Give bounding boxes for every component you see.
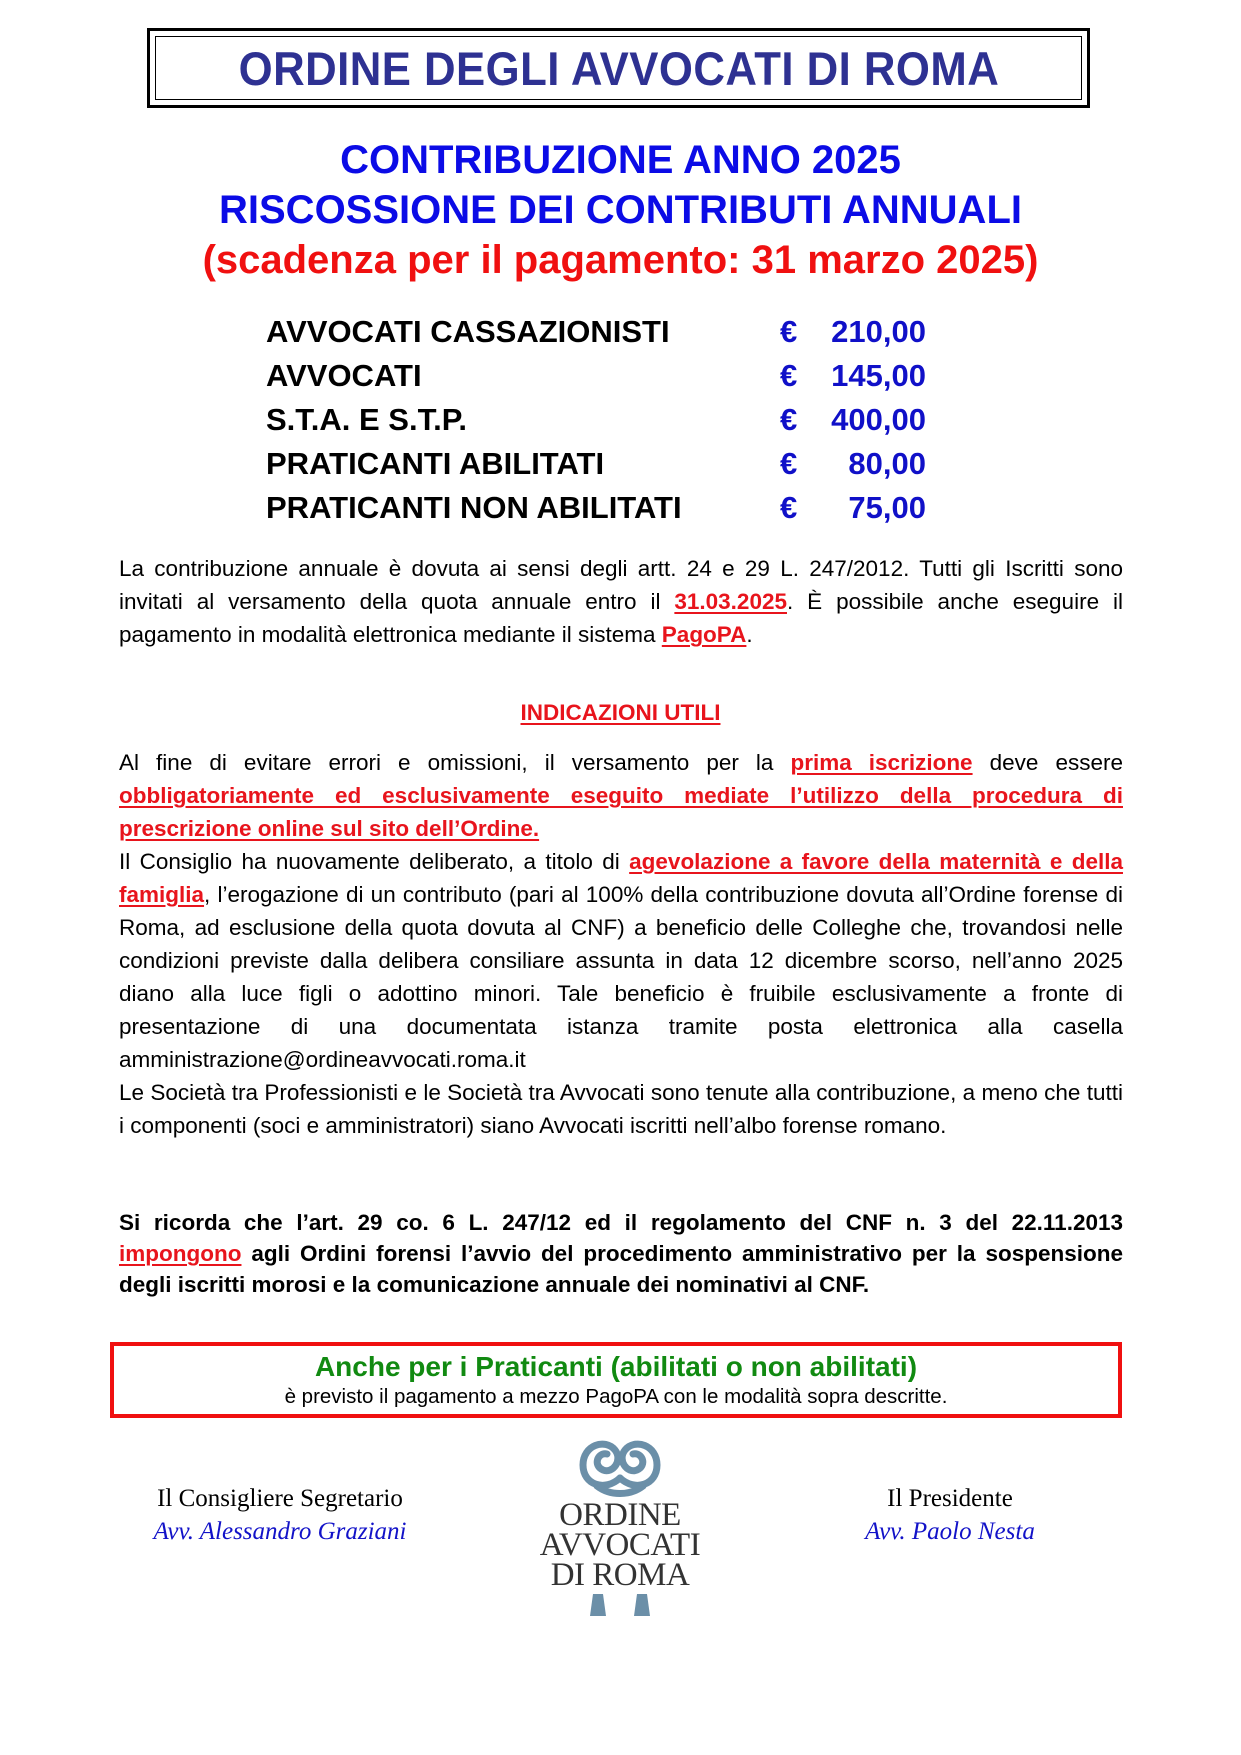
notice-subtitle: è previsto il pagamento a mezzo PagoPA con le modalità sopra descritte. (284, 1385, 948, 1408)
column-bases-icon (575, 1594, 665, 1616)
trainees-notice-box (110, 1342, 1122, 1418)
online-procedure-link[interactable]: obbligatoriamente ed esclusivamente eseguito mediate l’utilizzo della procedura di prescrizione online sul sito dell’Ordine. (119, 783, 1123, 841)
email-address[interactable]: amministrazione@ordineavvocati.roma.it (119, 1047, 526, 1072)
useful-info-title: INDICAZIONI UTILI (520, 700, 721, 725)
fee-label: AVVOCATI CASSAZIONISTI (266, 314, 670, 349)
paragraph-text: Il Consiglio ha nuovamente deliberato, a titolo di (119, 849, 630, 874)
heading-collection: RISCOSSIONE DEI CONTRIBUTI ANNUALI (219, 188, 1022, 232)
knot-emblem-icon (575, 1430, 665, 1500)
signature-name: Avv. Alessandro Graziani (153, 1518, 407, 1545)
pagopa-link[interactable]: PagoPA (661, 622, 747, 647)
notice-title: Anche per i Praticanti (abilitati o non abilitati) (314, 1351, 918, 1382)
fee-label: S.T.A. E S.T.P. (266, 402, 468, 437)
fee-value (780, 314, 926, 350)
reminder-highlight: impongono (119, 1241, 242, 1266)
fee-label: AVVOCATI (266, 358, 422, 393)
fee-amount: 400,00 (831, 402, 926, 437)
fee-row (266, 442, 926, 486)
deadline-date-link[interactable]: 31.03.2025 (674, 589, 787, 614)
societies-paragraph: Le Società tra Professionisti e le Società tra Avvocati sono tenute alla contribuzione, a meno che tutti i componenti (soci e amministratori) siano Avvocati iscritti nell’albo forense romano. (119, 1080, 1123, 1138)
fee-row (266, 354, 926, 398)
fee-value (780, 402, 926, 438)
reminder-text: Si ricorda che l’art. 29 co. 6 L. 247/12 ed il regolamento del CNF n. 3 del 22.11.2013 (119, 1210, 1123, 1235)
first-registration-link[interactable]: prima iscrizione (790, 750, 973, 775)
maternity-paragraph (119, 845, 1123, 1076)
fee-amount: 80,00 (848, 446, 926, 481)
intro-paragraph (119, 552, 1123, 651)
logo-text-line2: AVVOCATI (539, 1527, 701, 1563)
fee-amount: 210,00 (831, 314, 926, 349)
fee-value (780, 358, 926, 394)
order-logo (520, 1430, 720, 1610)
fee-row (266, 486, 926, 530)
fee-row (266, 398, 926, 442)
fees-table (266, 310, 926, 530)
logo-text-line1: ORDINE (559, 1497, 681, 1533)
reminder-paragraph (119, 1207, 1123, 1300)
currency-symbol: € (780, 490, 798, 525)
signature-role: Il Consigliere Segretario (157, 1485, 403, 1512)
currency-symbol: € (780, 358, 798, 393)
fee-amount: 145,00 (831, 358, 926, 393)
useful-info-title-wrap (0, 700, 1241, 726)
signature-president (810, 1482, 1090, 1548)
first-registration-paragraph (119, 746, 1123, 845)
paragraph-text: deve essere (972, 750, 1123, 775)
reminder-text: agli Ordini forensi l’avvio del procedimento amministrativo per la sospensione degli iscritti morosi e la comunicazione annuale dei nominativi al CNF. (119, 1241, 1123, 1297)
signature-name: Avv. Paolo Nesta (865, 1518, 1035, 1545)
signature-secretary (110, 1482, 450, 1548)
logo-text-line3: DI ROMA (550, 1557, 690, 1593)
heading-deadline: (scadenza per il pagamento: 31 marzo 2025) (202, 238, 1039, 282)
fee-label: PRATICANTI ABILITATI (266, 446, 605, 481)
currency-symbol: € (780, 446, 798, 481)
organization-title: ORDINE DEGLI AVVOCATI DI ROMA (238, 41, 999, 95)
currency-symbol: € (780, 314, 798, 349)
signature-role: Il Presidente (887, 1485, 1013, 1512)
fee-value (780, 446, 926, 482)
fee-value (780, 490, 926, 526)
intro-text: . È possibile anche eseguire il pagamento in modalità elettronica mediante il sistema (119, 589, 1123, 647)
intro-text: . (746, 622, 753, 647)
intro-text: La contribuzione annuale è dovuta ai sensi degli artt. 24 e 29 L. 247/2012. Tutti gli Iscritti sono invitati al versamento della quota annuale entro il (119, 556, 1123, 614)
title-frame-inner (155, 36, 1082, 100)
currency-symbol: € (780, 402, 798, 437)
title-frame (147, 28, 1090, 108)
paragraph-text: , l’erogazione di un contributo (pari al 100% della contribuzione dovuta all’Ordine forense di Roma, ad esclusione della quota dovuta al CNF) a beneficio delle Colleghe che, trovandosi nelle condizioni previste dalla delibera consiliare assunta in data 12 dicembre scorso, nell’anno 2025 diano alla luce figli o adottino minori. Tale beneficio è fruibile esclusivamente a fronte di presentazione di una documentata istanza tramite posta elettronica alla casella (119, 882, 1123, 1039)
paragraph-text: Al fine di evitare errori e omissioni, il versamento per la (119, 750, 791, 775)
maternity-benefit-link[interactable]: agevolazione a favore della maternità e della famiglia (119, 849, 1123, 907)
useful-info-paragraphs (119, 746, 1123, 1142)
heading-contribution-year: CONTRIBUZIONE ANNO 2025 (340, 138, 901, 182)
fee-row (266, 310, 926, 354)
fee-label: PRATICANTI NON ABILITATI (266, 490, 682, 525)
fee-amount: 75,00 (848, 490, 926, 525)
